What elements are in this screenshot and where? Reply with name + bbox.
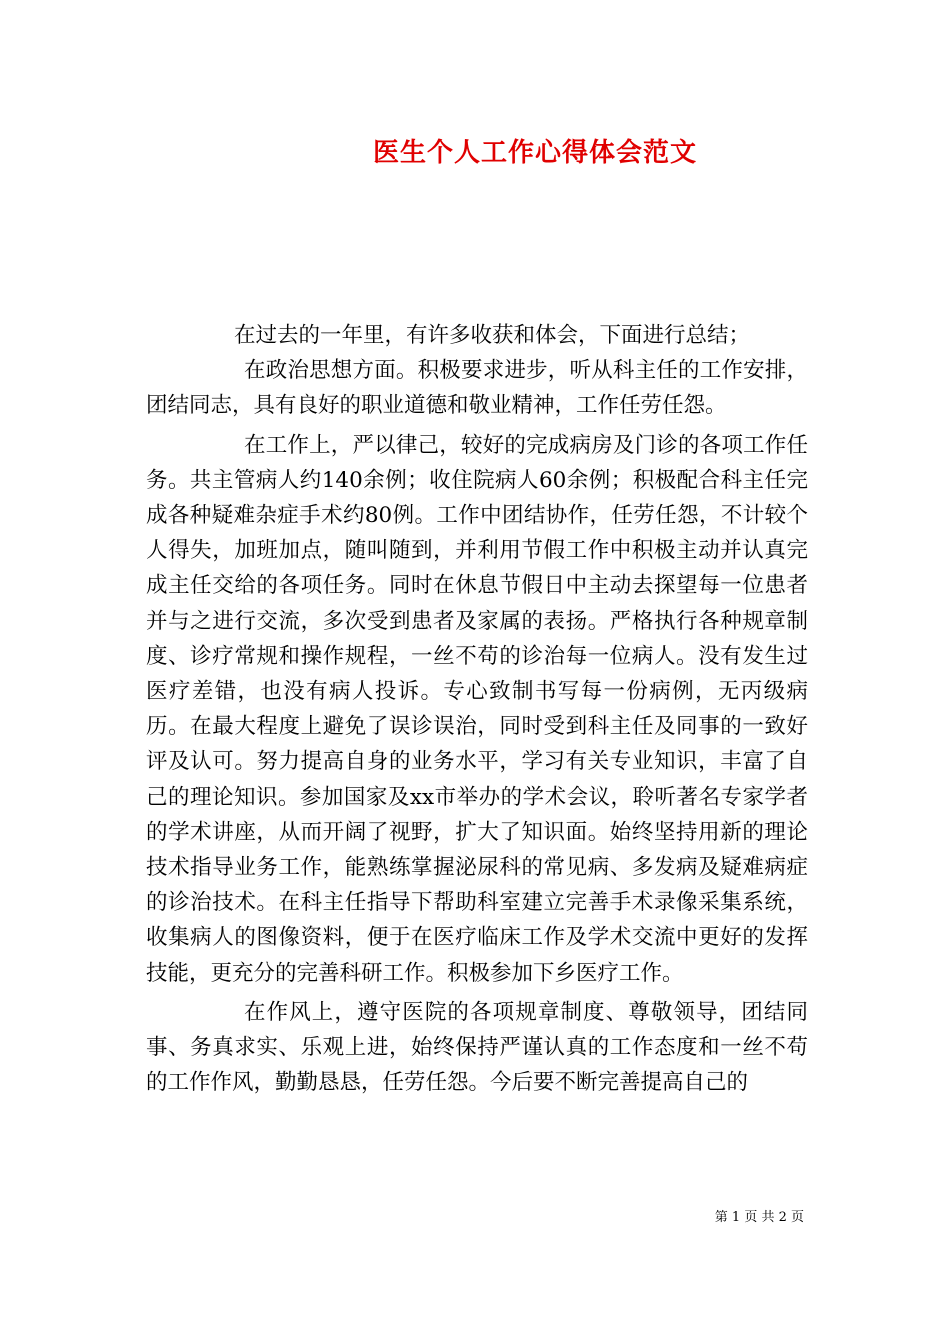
paragraph-political: 在政治思想方面。积极要求进步，听从科主任的工作安排，团结同志，具有良好的职业道德和敬业精神，工作任劳任怨。 — [146, 358, 808, 419]
paragraph-intro: 在过去的一年里，有许多收获和体会，下面进行总结； — [234, 323, 751, 348]
paragraph-work: 在工作上，严以律己，较好的完成病房及门诊的各项工作任务。共主管病人约140余例；收住院病人60余例；积极配合科主任完成各种疑难杂症手术约80例。工作中团结协作，任劳任怨，不计较个人得失，加班加点，随叫随到，并利用节假工作中积极主动并认真完成主任交给的各项任务。同时在休息节假日中主动去探望每一位患者并与之进行交流，多次受到患者及家属的表扬。严格执行各种规章制度、诊疗常规和操作规程，一丝不苟的诊治每一位病人。没有发生过医疗差错，也没有病人投诉。专心致制书写每一份病例，无丙级病历。在最大程度上避免了误诊误治，同时受到科主任及同事的一致好评及认可。努力提高自身的业务水平，学习有关专业知识，丰富了自己的理论知识。参加国家及xx市举办的学术会议，聆听著名专家学者的学术讲座，从而开阔了视野，扩大了知识面。始终坚持用新的理论技术指导业务工作，能熟练掌握泌尿科的常见病、多发病及疑难病症的诊治技术。在科主任指导下帮助科室建立完善手术录像采集系统，收集病人的图像资料，便于在医疗临床工作及学术交流中更好的发挥技能，更充分的完善科研工作。积极参加下乡医疗工作。 — [146, 432, 808, 986]
document-title: 医生个人工作心得体会范文 — [372, 138, 697, 168]
document-body — [146, 318, 808, 1100]
paragraph-style: 在作风上，遵守医院的各项规章制度、尊敬领导，团结同事、务真求实、乐观上进，始终保持严谨认真的工作态度和一丝不苟的工作作风，勤勤恳恳，任劳任怨。今后要不断完善提高自己的 — [146, 999, 808, 1096]
page-number: 第 1 页 共 2 页 — [714, 1210, 804, 1225]
